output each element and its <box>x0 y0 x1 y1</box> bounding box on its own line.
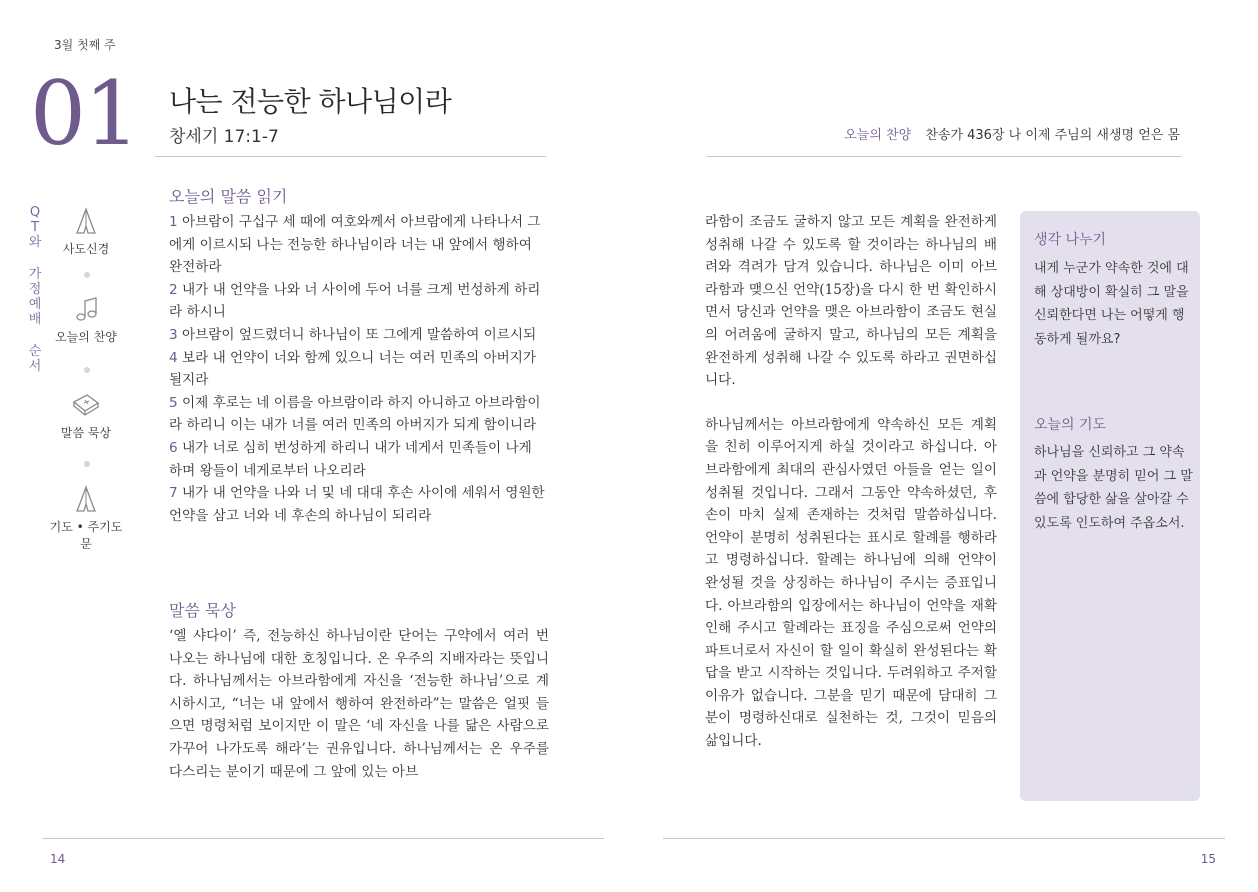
vertical-char: 배 <box>28 312 42 327</box>
meditation-continued <box>705 211 997 753</box>
todays-praise <box>844 124 1180 143</box>
page-title: 나는 전능한 하나님이라 <box>169 85 452 118</box>
prayer-heading: 오늘의 기도 <box>1034 417 1107 433</box>
praise-label: 오늘의 찬양 <box>844 128 912 143</box>
scripture-reference: 창세기 17:1-7 <box>169 127 279 147</box>
praise-text: 찬송가 436장 나 이제 주님의 새생명 얻은 몸 <box>925 128 1180 143</box>
vertical-char: Q <box>29 205 41 220</box>
vertical-section-title <box>28 205 42 374</box>
page-number-right: 15 <box>1200 852 1216 866</box>
meditation-heading: 말씀 묵상 <box>169 601 236 620</box>
share-text: 내게 누군가 약속한 것에 대해 상대방이 확실히 그 말을 신뢰한다면 나는 어떻게 행동하게 될까요? <box>1034 261 1189 347</box>
verse: 7 내가 내 언약을 나와 너 및 네 대대 후손 사이에 세워서 영원한 언약을 삼고 너와 네 후손의 하나님이 되리라 <box>169 485 545 524</box>
sidebar-item-prayer <box>46 484 126 552</box>
verse: 5 이제 후로는 네 이름을 아브람이라 하지 아니하고 아브라함이라 하리니 이는 내가 너를 여러 민족의 아버지가 되게 함이니라 <box>169 394 541 434</box>
reading-heading: 오늘의 말씀 읽기 <box>169 187 288 206</box>
verse: 6 내가 너로 심히 번성하게 하리니 내가 네게서 민족들이 나게 하며 왕들이 네게로부터 나오리라 <box>169 439 532 479</box>
verse: 4 보라 내 언약이 너와 함께 있으니 너는 여러 민족의 아버지가 될지라 <box>169 349 537 389</box>
share-prayer-box <box>1020 211 1200 801</box>
verse: 2 내가 내 언약을 나와 너 사이에 두어 너를 크게 번성하게 하리라 하시니 <box>169 281 541 321</box>
separator-dot <box>84 367 90 373</box>
meditation-text: ‘엘 샤다이’ 즉, 전능하신 하나님이란 단어는 구약에서 여러 번 나오는 하나님에 대한 호칭입니다. 온 우주의 지배자라는 뜻입니다. 하나님께서는 아브라함에게 자신을 ‘전능한 하나님’으로 계시하시고, “너는 내 앞에서 행하여 완전하라”는 말씀은 얼핏 들으면 명령처럼 보이지만 이 말은 ‘네 자신을 나를 닮은 사람으로 가꾸어 나가도록 해라’는 권유입니다. 하나님께서는 온 우주를 다스리는 분이기 때문에 그 앞에 있는 아브 <box>169 628 549 780</box>
vertical-char: 순 <box>28 344 42 359</box>
sidebar-item-word-meditation <box>46 390 126 441</box>
page-number-left: 14 <box>50 852 66 866</box>
lesson-number: 01 <box>30 62 138 165</box>
footer-divider-right <box>663 838 1225 839</box>
meditation-paragraph: 라함이 조금도 굴하지 않고 모든 계획을 완전하게 성취해 나갈 수 있도록 할 것이라는 하나님의 배려와 격려가 담겨 있습니다. 하나님은 이미 아브라함과 맺으신 언약(15장)을 다시 한 번 확인하시면서 당신과 언약을 맺은 아브라함이 조금도 현실의 어려움에 굴하지 말고, 하나님의 모든 계획을 완전하게 성취해 나갈 수 있도록 하라고 권면하십니다. <box>705 214 997 389</box>
sidebar-item-label: 기도 • 주기도문 <box>49 520 123 551</box>
vertical-char: 가 <box>28 267 42 282</box>
sidebar-item-label: 오늘의 찬양 <box>55 330 117 344</box>
sidebar-item-todays-praise <box>46 294 126 345</box>
music-note-icon <box>71 294 101 324</box>
vertical-char: 정 <box>28 282 42 297</box>
prayer-text: 하나님을 신뢰하고 그 약속과 언약을 분명히 믿어 그 말씀에 합당한 삶을 살아갈 수 있도록 인도하여 주옵소서. <box>1034 445 1193 531</box>
vertical-char: 와 <box>28 235 42 250</box>
week-label: 3월 첫째 주 <box>54 38 116 52</box>
sidebar-item-apostles-creed <box>46 206 126 257</box>
vertical-char: T <box>31 220 39 235</box>
footer-divider-left <box>42 838 604 839</box>
share-heading: 생각 나누기 <box>1034 232 1107 248</box>
separator-dot <box>84 272 90 278</box>
sidebar-item-label: 사도신경 <box>62 242 110 256</box>
header-divider-left <box>155 156 546 157</box>
vertical-char: 서 <box>28 359 42 374</box>
verse: 3 아브람이 엎드렸더니 하나님이 또 그에게 말씀하여 이르시되 <box>169 326 537 343</box>
verse: 1 아브람이 구십구 세 때에 여호와께서 아브람에게 나타나서 그에게 이르시되 나는 전능한 하나님이라 너는 내 앞에서 행하여 완전하라 <box>169 214 541 276</box>
header-divider-right <box>706 156 1182 157</box>
sidebar-item-label: 말씀 묵상 <box>60 426 112 440</box>
scripture-verses <box>169 211 549 527</box>
separator-dot <box>84 461 90 467</box>
praying-hands-icon <box>71 484 101 514</box>
meditation-paragraph: 하나님께서는 아브라함에게 약속하신 모든 계획을 친히 이루어지게 하실 것이라고 하십니다. 아브라함에게 최대의 관심사였던 아들을 얻는 일이 성취될 것입니다. 그래서 그동안 약속하셨던, 후손이 마치 실제 존재하는 것처럼 말씀하십니다. 언약이 분명히 성취된다는 표시로 할례를 행하라고 명령하십니다. 할례는 하나님에 의해 언약이 완성될 것을 상징하는 하나님이 주시는 증표입니다. 아브라함의 입장에서는 하나님이 언약을 재확인해 주시고 할례라는 표징을 주심으로써 언약의 파트너로서 자신이 할 일이 확실히 완성된다는 확답을 받고 시작하는 것입니다. 두려워하고 주저할 이유가 없습니다. 그분을 믿기 때문에 담대히 그분이 명령하신대로 실천하는 것, 그것이 믿음의 삶입니다. <box>705 416 997 750</box>
vertical-char: 예 <box>28 297 42 312</box>
praying-hands-icon <box>71 206 101 236</box>
bible-icon <box>71 390 101 420</box>
